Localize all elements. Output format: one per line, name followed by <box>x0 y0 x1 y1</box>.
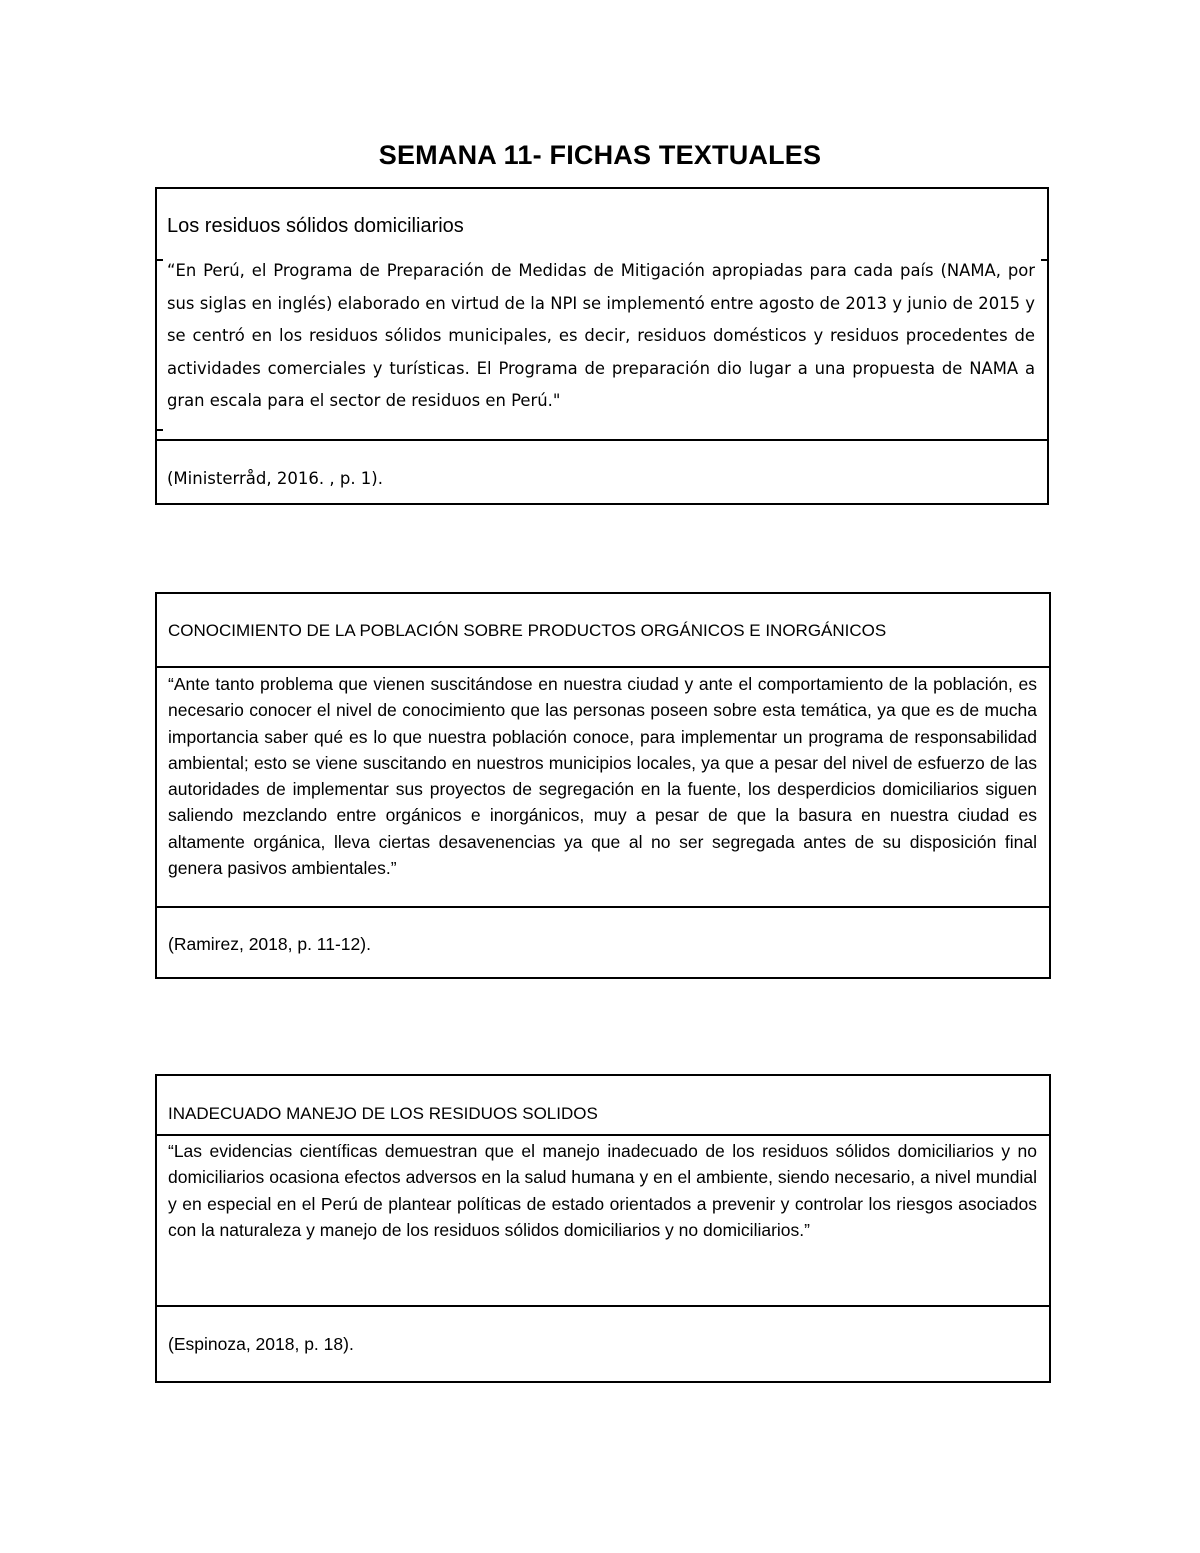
card-quote: “En Perú, el Programa de Preparación de Medidas de Mitigación apropiadas para cada país (NAMA, por sus siglas en inglés) elaborado en virtud de la NPI se implementó entre agosto de 2013 y junio de 2015 y se centró en los residuos sólidos municipales, es decir, residuos domésticos y residuos procedentes de actividades comerciales y turísticas. El Programa de preparación dio lugar a una propuesta de NAMA a gran escala para el sector de residuos en Perú." <box>167 261 1035 411</box>
corner-tick <box>157 259 163 261</box>
card-divider <box>157 906 1049 908</box>
card-quote: “Las evidencias científicas demuestran que el manejo inadecuado de los residuos sólidos domiciliarios y no domiciliarios ocasiona efectos adversos en la salud humana y en el ambiente, siendo necesario, a nivel mundial y en especial en el Perú de plantear políticas de estado orientados a prevenir y controlar los riesgos asociados con la naturaleza y manejo de los residuos sólidos domiciliarios y no domiciliarios.” <box>168 1141 1037 1240</box>
card-divider <box>157 1134 1049 1136</box>
card-citation: (Ramirez, 2018, p. 11-12). <box>168 934 371 954</box>
textual-card-residuos-solidos <box>155 187 1049 505</box>
corner-tick <box>157 429 163 431</box>
card-heading: INADECUADO MANEJO DE LOS RESIDUOS SOLIDOS <box>168 1104 598 1123</box>
textual-card-conocimiento-poblacion <box>155 592 1051 979</box>
card-citation: (Ministerråd, 2016. , p. 1). <box>167 469 383 488</box>
card-divider <box>157 1305 1049 1307</box>
card-heading: CONOCIMIENTO DE LA POBLACIÓN SOBRE PRODUCTOS ORGÁNICOS E INORGÁNICOS <box>168 621 887 640</box>
card-divider <box>157 439 1047 441</box>
card-citation: (Espinoza, 2018, p. 18). <box>168 1334 354 1354</box>
card-quote: “Ante tanto problema que vienen suscitándose en nuestra ciudad y ante el comportamiento de la población, es necesario conocer el nivel de conocimiento que las personas poseen sobre esta temática, ya que es de mucha importancia saber qué es lo que nuestra población conoce, para implementar un programa de responsabilidad ambiental; esto se viene suscitando en nuestros municipios locales, ya que a pesar del nivel de esfuerzo de las autoridades de implementar sus proyectos de segregación en la fuente, los desperdicios domiciliarios siguen saliendo mezclando entre orgánicos e inorgánicos, muy a pesar de que la basura en nuestra ciudad es altamente orgánica, lleva ciertas desavenencias ya que al no ser segregada antes de su disposición final genera pasivos ambientales.” <box>168 674 1037 879</box>
card-heading: Los residuos sólidos domiciliarios <box>167 215 464 237</box>
textual-card-inadecuado-manejo <box>155 1074 1051 1383</box>
corner-tick <box>1041 259 1047 261</box>
page-title: SEMANA 11- FICHAS TEXTUALES <box>378 140 822 170</box>
card-divider <box>157 666 1049 668</box>
